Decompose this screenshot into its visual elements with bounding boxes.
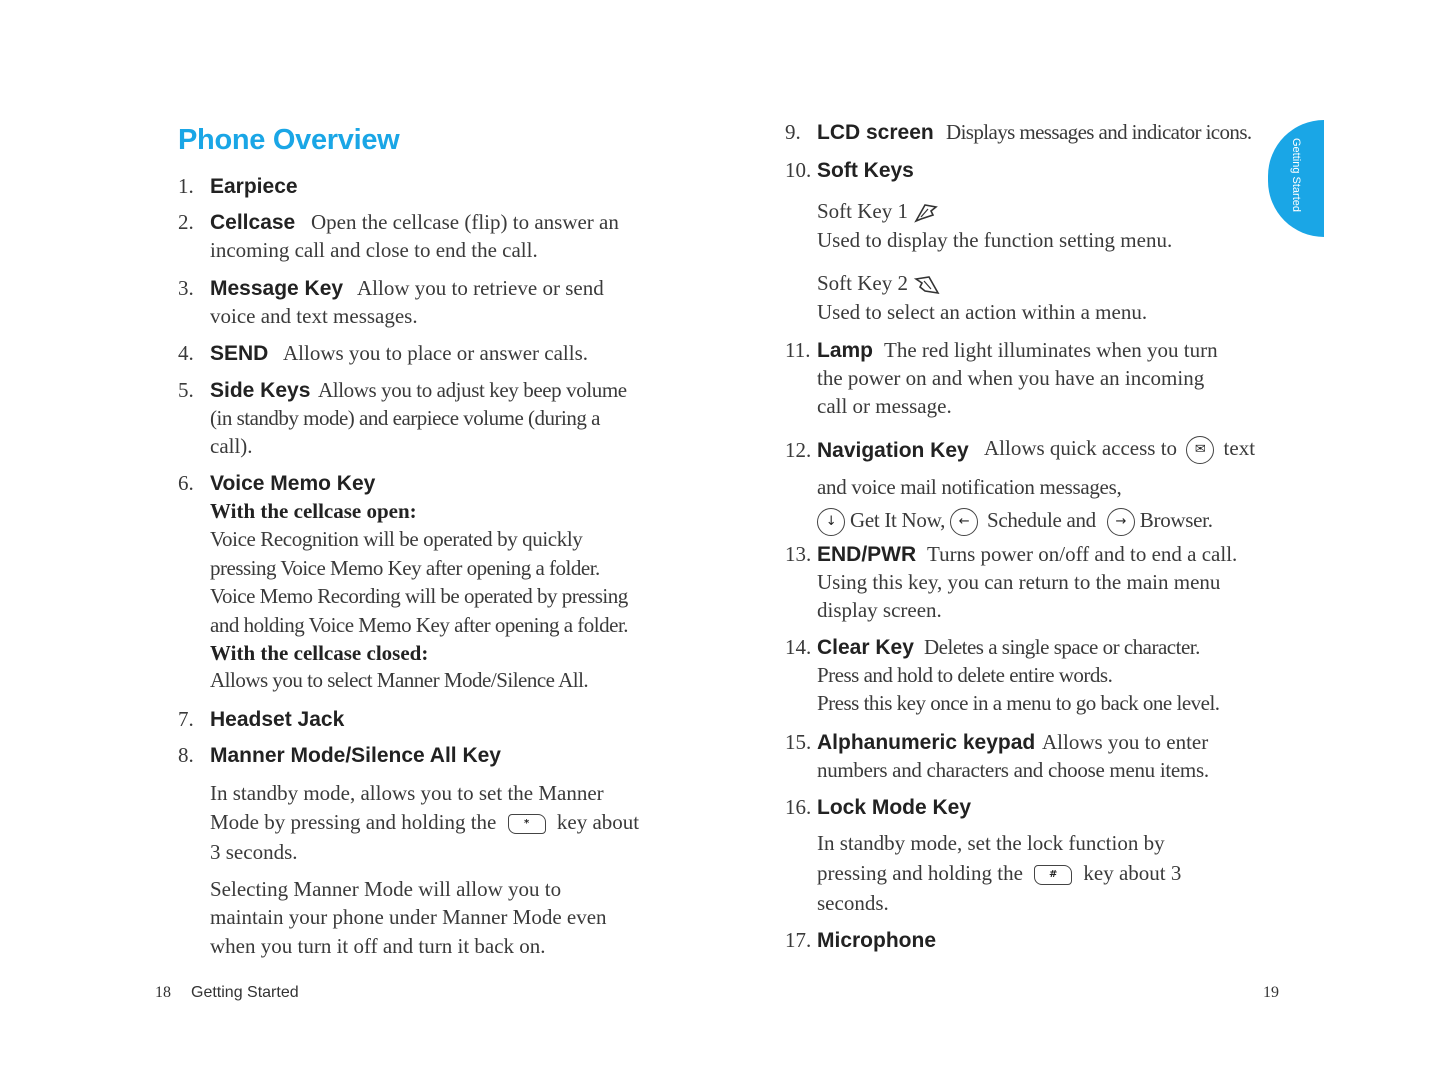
section-tab — [1268, 120, 1324, 237]
item-text: (in standby mode) and earpiece volume (during a — [210, 406, 600, 430]
item-text: Turns power on/off and to end a call. — [927, 542, 1238, 566]
item-text: Open the cellcase (flip) to answer an — [311, 210, 619, 234]
item-number: 6. — [178, 471, 194, 495]
item-heading: LCD screen — [817, 121, 934, 144]
item-text: and voice mail notification messages, — [817, 475, 1122, 499]
item-text: Browser. — [1139, 508, 1213, 532]
star-key-icon: * — [508, 814, 546, 834]
footer-label: Getting Started — [191, 984, 299, 1001]
item-text: Selecting Manner Mode will allow you to — [210, 877, 562, 901]
item-text: call). — [210, 434, 253, 458]
item-number: 14. — [785, 635, 812, 659]
item-number: 16. — [785, 795, 812, 819]
item-heading: Voice Memo Key — [210, 472, 376, 495]
item-number: 1. — [178, 174, 194, 198]
item-text: Mode by pressing and holding the — [210, 810, 497, 834]
item-text: Displays messages and indicator icons. — [946, 120, 1252, 144]
item-text: Get It Now, — [849, 508, 946, 532]
item-heading: Lamp — [817, 339, 874, 362]
item-text: Allows you to enter — [1042, 730, 1209, 754]
item-text: the power on and when you have an incoming — [817, 366, 1205, 390]
item-number: 2. — [178, 210, 194, 234]
item-number: 17. — [785, 928, 812, 952]
item-number: 15. — [785, 730, 812, 754]
section-tab-label: Getting Started — [1290, 138, 1302, 212]
item-text: display screen. — [817, 598, 942, 622]
item-heading: END/PWR — [817, 543, 917, 566]
soft-key-2-line — [817, 271, 941, 297]
item-heading: SEND — [210, 342, 269, 365]
item-text: numbers and characters and choose menu items. — [817, 758, 1209, 782]
page-number: 19 — [1263, 984, 1279, 1001]
item-number: 4. — [178, 341, 194, 365]
item-text: In standby mode, allows you to set the Manner — [210, 781, 604, 805]
item-text-with-key — [817, 861, 1181, 886]
soft-key-2-icon — [913, 273, 941, 297]
item-heading: Navigation Key — [817, 439, 969, 462]
item-heading: Cellcase — [210, 211, 296, 234]
left-arrow-icon: ← — [950, 508, 978, 536]
item-text: Deletes a single space or character. — [924, 635, 1200, 659]
soft-key-1-icon — [913, 201, 939, 225]
item-text: Allows quick access to — [984, 436, 1178, 460]
item-text: Voice Memo Recording will be operated by pressing — [210, 584, 628, 608]
item-text-with-key — [210, 810, 639, 835]
item-text: 3 seconds. — [210, 840, 298, 864]
item-number: 3. — [178, 276, 194, 300]
item-heading: Manner Mode/Silence All Key — [210, 744, 501, 767]
item-text: Soft Key 1 — [817, 199, 908, 223]
item-heading: Soft Keys — [817, 159, 914, 182]
item-text: maintain your phone under Manner Mode even — [210, 905, 607, 929]
item-number: 12. — [785, 438, 812, 462]
nav-shortcuts-line — [817, 508, 1213, 536]
item-text: incoming call and close to end the call. — [210, 238, 538, 262]
item-text: Used to select an action within a menu. — [817, 300, 1148, 324]
item-number: 7. — [178, 707, 194, 731]
item-heading: Headset Jack — [210, 708, 345, 731]
item-heading: Clear Key — [817, 636, 914, 659]
item-heading: Earpiece — [210, 175, 298, 198]
item-text: Allows you to select Manner Mode/Silence All. — [210, 668, 589, 692]
item-text: seconds. — [817, 891, 889, 915]
item-heading: Lock Mode Key — [817, 796, 972, 819]
item-text: Soft Key 2 — [817, 271, 908, 295]
item-text: when you turn it off and turn it back on. — [210, 934, 546, 958]
item-text: Allows you to place or answer calls. — [283, 341, 589, 365]
message-key-icon: ✉ — [1186, 436, 1214, 464]
item-number: 10. — [785, 158, 812, 182]
item-text: and holding Voice Memo Key after opening a folder. — [210, 613, 629, 637]
item-number: 8. — [178, 743, 194, 767]
item-text: key about — [556, 810, 640, 834]
item-number: 11. — [785, 338, 811, 362]
item-heading: Alphanumeric keypad — [817, 731, 1036, 754]
item-text: Used to display the function setting menu. — [817, 228, 1173, 252]
page-number: 18 — [155, 984, 171, 1001]
item-text: Voice Recognition will be operated by quickly — [210, 527, 583, 551]
item-text: Press this key once in a menu to go back one level. — [817, 691, 1220, 715]
item-heading: Side Keys — [210, 379, 311, 402]
down-arrow-icon: ↓ — [817, 508, 845, 536]
item-heading: Message Key — [210, 277, 344, 300]
item-text: The red light illuminates when you turn — [884, 338, 1218, 362]
page-title: Phone Overview — [178, 124, 400, 156]
subheading: With the cellcase open: — [210, 499, 417, 523]
item-text: voice and text messages. — [210, 304, 418, 328]
item-text: Using this key, you can return to the main menu — [817, 570, 1221, 594]
item-text: Allow you to retrieve or send — [357, 276, 604, 300]
pound-key-icon: # — [1034, 865, 1072, 885]
item-text: Schedule and — [986, 508, 1096, 532]
item-number: 13. — [785, 542, 812, 566]
item-heading: Microphone — [817, 929, 936, 952]
subheading: With the cellcase closed: — [210, 641, 429, 665]
nav-key-line — [984, 436, 1255, 464]
item-text: pressing and holding the — [817, 861, 1023, 885]
item-text: call or message. — [817, 394, 952, 418]
right-arrow-icon: → — [1107, 508, 1135, 536]
item-text: Press and hold to delete entire words. — [817, 663, 1113, 687]
item-number: 9. — [785, 120, 801, 144]
item-text: In standby mode, set the lock function by — [817, 831, 1165, 855]
item-text: key about 3 — [1083, 861, 1182, 885]
soft-key-1-line — [817, 199, 939, 225]
item-text: pressing Voice Memo Key after opening a folder. — [210, 556, 600, 580]
item-text: Allows you to adjust key beep volume — [318, 378, 627, 402]
item-text: text — [1223, 436, 1256, 460]
item-number: 5. — [178, 378, 194, 402]
